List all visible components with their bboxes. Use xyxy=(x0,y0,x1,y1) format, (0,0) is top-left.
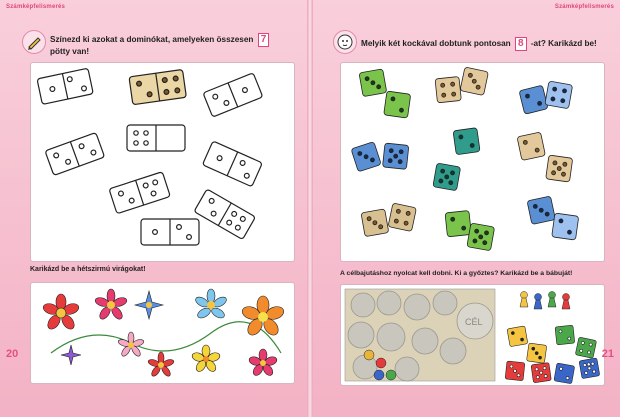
die xyxy=(384,91,411,118)
flower xyxy=(117,332,144,358)
left-header-title: Számképfelismerés xyxy=(6,4,66,10)
die xyxy=(453,128,480,155)
die xyxy=(351,142,381,172)
left-task-1-before: Színezd ki azokat a dominókat, amelyeken összesen xyxy=(50,35,254,45)
die xyxy=(359,69,387,97)
board-game-illustration xyxy=(341,285,604,385)
domino-panel xyxy=(30,62,295,262)
die xyxy=(505,361,525,381)
right-header-title: Számképfelismerés xyxy=(554,4,614,10)
die xyxy=(388,203,416,231)
left-page-number: 20 xyxy=(6,348,19,360)
board-goal-label: CÉL xyxy=(465,317,483,327)
die xyxy=(546,155,573,182)
flower xyxy=(94,289,128,321)
right-task-2: A célbajutáshoz nyolcat kell dobni. Ki a győztes? Karikázd be a bábuját! xyxy=(340,270,573,277)
die xyxy=(382,143,408,169)
die xyxy=(507,326,528,347)
right-page-number: 21 xyxy=(601,348,614,360)
pencil-task-icon xyxy=(22,30,46,54)
flower xyxy=(191,345,221,373)
board-game-panel xyxy=(340,284,605,386)
die xyxy=(445,210,471,236)
die xyxy=(467,223,495,251)
right-task-1-before: Melyik két kockával dobtunk pontosan xyxy=(361,39,511,49)
flower xyxy=(248,349,278,377)
right-page xyxy=(313,0,620,417)
flower xyxy=(147,352,174,378)
die xyxy=(575,337,596,358)
die xyxy=(435,76,461,102)
left-task-2: Karikázd be a hétszirmú virágokat! xyxy=(30,266,146,273)
left-task-1 xyxy=(50,33,288,57)
domino-illustration xyxy=(31,63,294,261)
die xyxy=(554,363,575,384)
flower-illustration xyxy=(31,283,294,383)
die xyxy=(460,67,488,95)
domino xyxy=(37,68,263,245)
die xyxy=(531,362,551,382)
die xyxy=(579,358,600,379)
thinking-face-icon xyxy=(333,30,357,54)
flower xyxy=(61,345,81,365)
flower-panel xyxy=(30,282,295,384)
die xyxy=(361,209,389,237)
right-task-1 xyxy=(361,37,611,51)
die xyxy=(527,196,555,224)
die xyxy=(517,132,545,160)
pawn xyxy=(520,292,570,310)
die xyxy=(519,85,548,114)
right-task-1-number: 8 xyxy=(515,37,527,51)
die xyxy=(555,325,575,345)
left-task-1-number: 7 xyxy=(258,33,270,47)
flower xyxy=(135,291,163,319)
die xyxy=(433,163,461,191)
die xyxy=(526,343,546,363)
flower xyxy=(42,294,80,331)
left-page xyxy=(0,0,307,417)
die xyxy=(552,213,579,240)
right-task-1-after: -at? Karikázd be! xyxy=(530,39,597,49)
left-task-1-after: pötty van! xyxy=(50,47,90,56)
dice-illustration xyxy=(341,63,604,261)
die xyxy=(545,81,573,109)
flower xyxy=(194,289,228,320)
dice-panel xyxy=(340,62,605,262)
